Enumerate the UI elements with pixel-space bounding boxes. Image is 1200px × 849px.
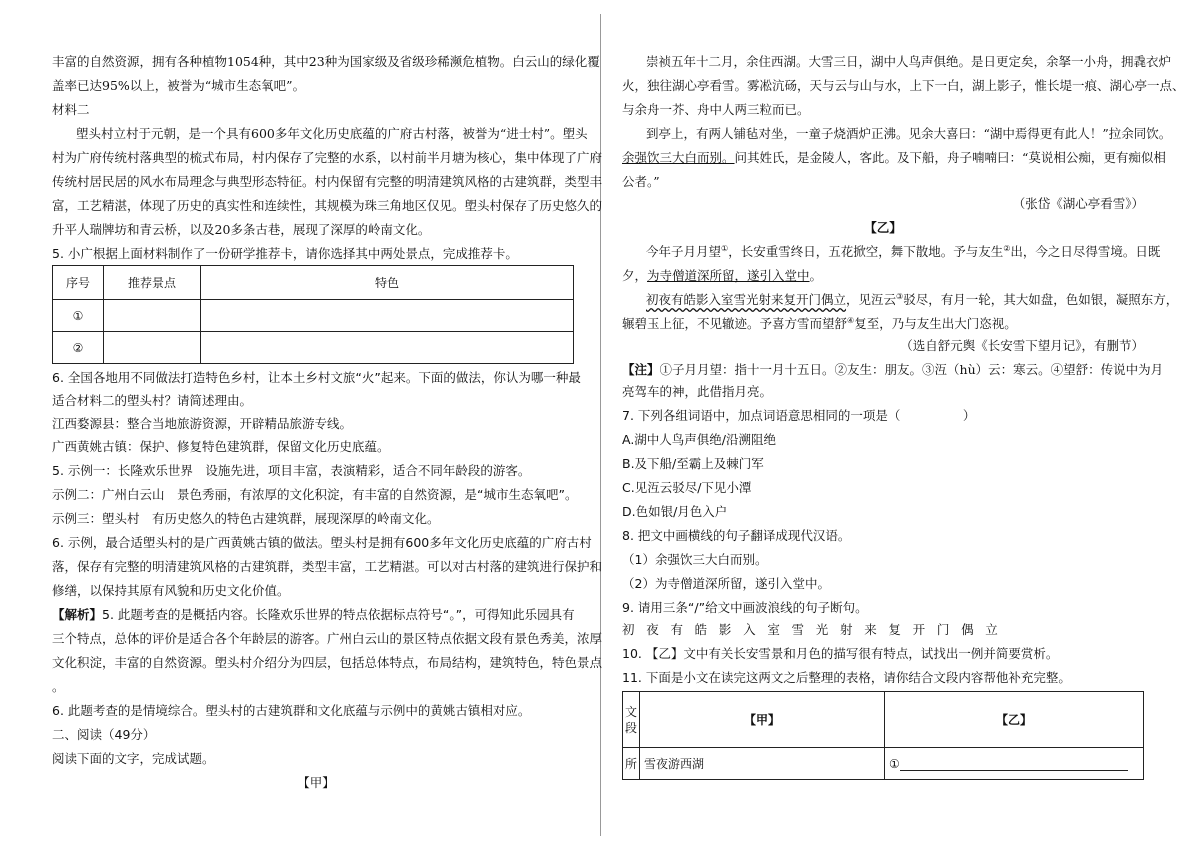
table-header-col: 文段 <box>623 692 640 748</box>
material2-line: 塱头村立村于元朝，是一个具有600多年文化历史底蕴的广府古村落，被誉为“进士村”。塱头 <box>76 126 588 141</box>
material2-line: 村为广府传统村落典型的梳式布局，村内保存了完整的水系，以村前半月塘为核心，集中体现了广府 <box>52 150 603 165</box>
analysis-line: 【解析】5. 此题考查的是概括内容。长隆欢乐世界的特点依据标点符号“。”，可得知此乐园具有 <box>52 607 575 622</box>
segmentation-char: 皓 <box>694 622 708 637</box>
passage-jia-line: 崇祯五年十二月，余住西湖。大雪三日，湖中人鸟声俱绝。是日更定矣，余拏一小舟，拥毳衣炉 <box>646 54 1172 69</box>
analysis-line: 三个特点，总体的评价是适合各个年龄层的游客。广州白云山的景区特点依据文段有景色秀美，浓厚 <box>52 631 603 646</box>
answer-6-line: 修缮，以保持其原有风貌和历史文化价值。 <box>52 583 290 598</box>
answer-blank[interactable] <box>900 758 1128 771</box>
table-header-no: 序号 <box>53 266 104 300</box>
answer-5-line: 5. 示例一：长隆欢乐世界 设施先进，项目丰富，表演精彩，适合不同年龄段的游客。 <box>52 463 531 478</box>
material2-line: 富，工艺精湛，体现了历史的真实性和连续性，其规模为珠三角地区仅见。塱头村保存了历史悠久的 <box>52 198 603 213</box>
answer-6-line: 落，保存有完整的明清建筑风格的古建筑群，类型丰富，工艺精湛。可以对古村落的建筑进行保护和 <box>52 559 603 574</box>
underlined-sentence: 为寺僧道深所留，遂引入堂中 <box>647 268 810 283</box>
table-row-number: ① <box>53 300 104 332</box>
passage-jia-line: 与余舟一芥、舟中人两三粒而已。 <box>622 102 810 117</box>
column-divider <box>600 14 601 836</box>
question-7: 7. 下列各组词语中，加点词语意思相同的一项是（ ） <box>622 408 976 423</box>
option-b: B.及下船/至霸上及棘门军 <box>622 456 764 471</box>
option-a: A.湖中人鸟声俱绝/沿溯阻绝 <box>622 432 777 447</box>
section-heading: 二、阅读（49分） <box>52 727 156 742</box>
passage-jia-line: 公者。” <box>622 174 660 189</box>
question-6: 6. 全国各地用不同做法打造特色乡村，让本土乡村文旅“火”起来。下面的做法，你认为哪一种最 <box>52 370 581 385</box>
answer-5-line: 示例二：广州白云山 景色秀丽，有浓厚的文化积淀，有丰富的自然资源，是“城市生态氧吧”。 <box>52 487 578 502</box>
analysis-line: 文化积淀，丰富的自然资源。塱头村介绍分为四层，包括总体特点，布局结构，建筑特色，特色景点 <box>52 655 603 670</box>
passage-yi-line: 今年子月月望①，长安重雪终日，五花掀空，舞下散地。予与友生②出，今之日尽得雪境。日既 <box>646 243 1161 259</box>
table-cell-jia: 雪夜游西湖 <box>640 748 885 780</box>
segmentation-char: 偶 <box>961 622 974 637</box>
segmentation-char: 雪 <box>791 622 805 637</box>
passage-jia-line: 火，独往湖心亭看雪。雾凇沆砀，天与云与山与水，上下一白，湖上影子，惟长堤一痕、湖心亭一点、 <box>622 78 1185 93</box>
source-citation: （张岱《湖心亭看雪》） <box>1012 196 1144 211</box>
blank-number: ① <box>889 756 900 771</box>
table-row-label: 所 <box>623 748 640 780</box>
underlined-sentence: 余强饮三大白而别。 <box>622 150 735 165</box>
passage-yi-line: 辗碧玉上征，不见辙迹。予喜方雪而望舒④复至，乃与友生出大门恣视。 <box>622 315 1017 331</box>
passage-jia-line: 余强饮三大白而别。问其姓氏，是金陵人，客此。及下船，舟子喃喃曰：“莫说相公痴，更有痴似相 <box>622 150 1166 165</box>
reading-instruction: 阅读下面的文字，完成试题。 <box>52 751 215 766</box>
passage-yi-label: 【乙】 <box>864 220 902 235</box>
recommendation-table <box>52 265 574 364</box>
passage-jia-line: 到亭上，有两人铺毡对坐，一童子烧酒炉正沸。见余大喜曰：“湖中焉得更有此人！”拉余同饮。 <box>646 126 1172 141</box>
segmentation-char: 光 <box>815 622 829 637</box>
table-cell-empty[interactable] <box>104 332 201 364</box>
question-10: 10. 【乙】文中有关长安雪景和月色的描写很有特点，试找出一例并简要赏析。 <box>622 646 1059 661</box>
material1-line: 丰富的自然资源，拥有各种植物1054种，其中23种为国家级及省级珍稀濒危植物。白云山的绿化覆 <box>52 54 600 69</box>
question-8: 8. 把文中画横线的句子翻译成现代汉语。 <box>622 528 851 543</box>
segmentation-char: 有 <box>670 622 683 637</box>
material2-heading: 材料二 <box>52 102 90 117</box>
source-citation: （选自舒元舆《长安雪下望月记》，有删节） <box>900 338 1144 353</box>
table-header-yi: 【乙】 <box>885 692 1144 748</box>
segmentation-char: 复 <box>888 622 901 637</box>
segmentation-char: 开 <box>912 622 926 637</box>
table-row-number: ② <box>53 332 104 364</box>
table-cell-empty[interactable] <box>104 300 201 332</box>
question-8-item: （2）为寺僧道深所留，遂引入堂中。 <box>622 576 830 591</box>
comparison-table <box>622 691 1144 780</box>
segmentation-char: 初 <box>622 622 635 637</box>
passage-yi-line: 初夜有皓影入室雪光射来复开门偶立，见沍云③驳尽，有月一轮，其大如盘，色如银，凝照东方， <box>646 291 1179 307</box>
segmentation-char: 门 <box>936 622 950 637</box>
segmentation-char: 夜 <box>646 622 659 637</box>
passage-jia-label: 【甲】 <box>297 775 335 790</box>
table-cell-empty[interactable] <box>201 300 574 332</box>
table-header-spot: 推荐景点 <box>104 266 201 300</box>
material1-line: 盖率已达95%以上，被誉为“城市生态氧吧”。 <box>52 78 306 93</box>
table-header-feature: 特色 <box>201 266 574 300</box>
table-cell-empty[interactable] <box>201 332 574 364</box>
annotation-tag: 【注】 <box>622 362 660 377</box>
segmentation-char: 入 <box>743 622 756 637</box>
material2-line: 传统村居民居的风水布局理念与典型形态特征。村内保留有完整的明清建筑风格的古建筑群，类型丰 <box>52 174 603 189</box>
question-5: 5. 小广根据上面材料制作了一份研学推荐卡，请你选择其中两处景点，完成推荐卡。 <box>52 246 518 261</box>
annotation-line: 亮驾车的神，此借指月亮。 <box>622 384 773 399</box>
table-header-jia: 【甲】 <box>640 692 885 748</box>
question-11: 11. 下面是小文在读完这两文之后整理的表格，请你结合文段内容帮他补充完整。 <box>622 670 1071 685</box>
segmentation-char: 影 <box>718 622 732 637</box>
option-line: 广西黄姚古镇：保护、修复特色建筑群，保留文化历史底蕴。 <box>52 439 390 454</box>
segmentation-sentence <box>622 622 998 638</box>
segmentation-char: 室 <box>767 622 780 637</box>
passage-yi-line: 夕，为寺僧道深所留，遂引入堂中。 <box>622 268 823 283</box>
question-8-item: （1）余强饮三大白而别。 <box>622 552 768 567</box>
option-line: 江西婺源县：整合当地旅游资源，开辟精品旅游专线。 <box>52 416 353 431</box>
question-9: 9. 请用三条“/”给文中画波浪线的句子断句。 <box>622 600 868 615</box>
annotation-line: 【注】①子月月望：指十一月十五日。②友生：朋友。③沍（hù）云：寒云。④望舒：传说中为月 <box>622 362 1164 377</box>
option-d: D.色如银/月色入户 <box>622 504 728 519</box>
analysis-tag: 【解析】 <box>52 607 103 622</box>
segmentation-char: 射 <box>839 622 853 637</box>
segmentation-char: 来 <box>864 622 877 637</box>
wavy-sentence: 初夜有皓影入室雪光射来复开门偶立 <box>646 292 847 307</box>
option-c: C.见沍云驳尽/下见小潭 <box>622 480 752 495</box>
question-6: 适合材料二的塱头村？请简述理由。 <box>52 393 253 408</box>
answer-5-line: 示例三：塱头村 有历史悠久的特色古建筑群，展现深厚的岭南文化。 <box>52 511 440 526</box>
analysis-line: 。 <box>52 679 65 694</box>
answer-6-line: 6. 示例，最合适塱头村的是广西黄姚古镇的做法。塱头村是拥有600多年文化历史底蕴的广府古村 <box>52 535 592 550</box>
segmentation-char: 立 <box>985 622 998 637</box>
material2-line: 升平人瑞牌坊和青云桥，以及20多条古巷，展现了深厚的岭南文化。 <box>52 222 431 237</box>
analysis-line: 6. 此题考查的是情境综合。塱头村的古建筑群和文化底蕴与示例中的黄姚古镇相对应。 <box>52 703 531 718</box>
table-cell-yi-answer[interactable] <box>885 748 1144 780</box>
